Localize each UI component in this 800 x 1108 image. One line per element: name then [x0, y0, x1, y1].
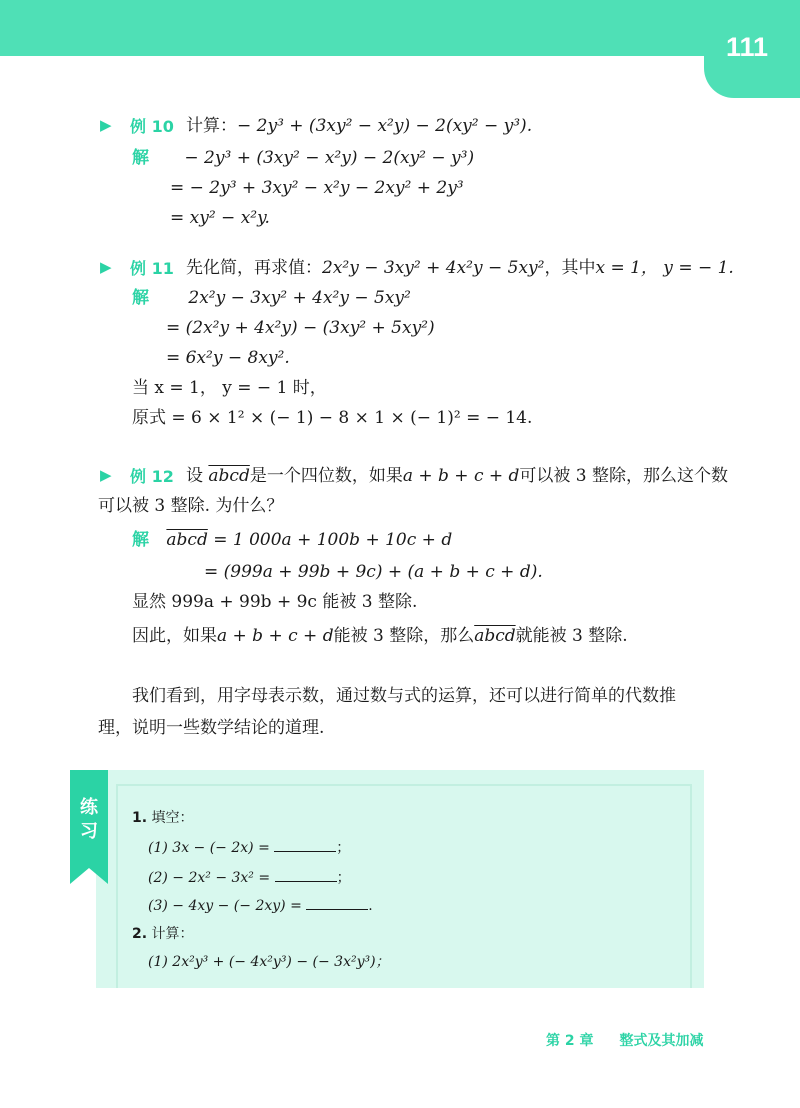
example-11-solution-line-3: = 6x²y − 8xy².: [166, 348, 290, 368]
practice-item-1-2: (2) − 2x² − 3x² = ；: [148, 870, 351, 886]
answer-blank[interactable]: [275, 869, 337, 882]
example-11-when-line: 当 x = 1， y = − 1 时，: [132, 378, 327, 398]
overline-number: abcd: [208, 466, 250, 486]
example-10-label: 例 10: [130, 117, 174, 136]
play-arrow-icon: ▶: [100, 466, 112, 484]
summary-line-2: 理，说明一些数学结论的道理.: [98, 718, 325, 738]
example-11-solution-line-2: = (2x²y + 4x²y) − (3xy² + 5xy²): [166, 318, 435, 338]
example-11-question: 先化简，再求值：2x²y − 3xy² + 4x²y − 5xy²，其中x = 1， y = − 1.: [186, 258, 734, 278]
answer-blank[interactable]: [306, 897, 368, 910]
example-12-obviously-line: 显然 999a + 99b + 9c 能被 3 整除.: [132, 592, 418, 612]
example-10-solution-line-1: 解 − 2y³ + (3xy² − x²y) − 2(xy² − y³): [132, 148, 475, 168]
chapter-footer: 第 2 章 整式及其加减: [546, 1033, 704, 1049]
practice-item-2-1: (1) 2x²y³ + (− 4x²y³) − (− 3x²y³)；: [148, 954, 390, 970]
example-11-label: 例 11: [130, 259, 174, 278]
example-12-solution-line-2: = (999a + 99b + 9c) + (a + b + c + d).: [204, 562, 543, 582]
practice-item-1-1: (1) 3x − (− 2x) = ；: [148, 840, 351, 856]
solution-label: 解: [132, 288, 149, 308]
play-arrow-icon: ▶: [100, 116, 112, 134]
solution-label: 解: [132, 148, 149, 168]
practice-ribbon-label: 练习: [80, 797, 98, 842]
example-12-solution-line-1: 解 abcd = 1 000a + 100b + 10c + d: [132, 530, 453, 550]
example-12-therefore-line: 因此，如果a + b + c + d能被 3 整除，那么abcd就能被 3 整除.: [132, 626, 628, 646]
page-number: 111: [726, 32, 769, 62]
answer-blank[interactable]: [274, 839, 336, 852]
summary-line-1: 我们看到，用字母表示数，通过数与式的运算，还可以进行简单的代数推: [132, 686, 676, 706]
example-10-question: 计算：− 2y³ + (3xy² − x²y) − 2(xy² − y³).: [186, 116, 533, 136]
play-arrow-icon: ▶: [100, 258, 112, 276]
example-12-question-line-2: 可以被 3 整除. 为什么？: [98, 496, 284, 516]
practice-item-1-3: (3) − 4xy − (− 2xy) = .: [148, 898, 373, 914]
practice-item-1: 1. 填空：: [132, 810, 194, 826]
example-11-result-line: 原式 = 6 × 1² × (− 1) − 8 × 1 × (− 1)² = − 14.: [132, 408, 533, 428]
example-11-solution-line-1: 解 2x²y − 3xy² + 4x²y − 5xy²: [132, 288, 411, 308]
solution-label: 解: [132, 530, 149, 550]
example-10-solution-line-3: = xy² − x²y.: [170, 208, 270, 228]
example-12-label: 例 12: [130, 467, 174, 486]
example-12-question-line-1: 设 abcd是一个四位数，如果a + b + c + d可以被 3 整除，那么这个数: [186, 466, 729, 486]
example-10-solution-line-2: = − 2y³ + 3xy² − x²y − 2xy² + 2y³: [170, 178, 464, 198]
practice-item-2: 2. 计算：: [132, 926, 194, 942]
header-band: [0, 0, 800, 56]
